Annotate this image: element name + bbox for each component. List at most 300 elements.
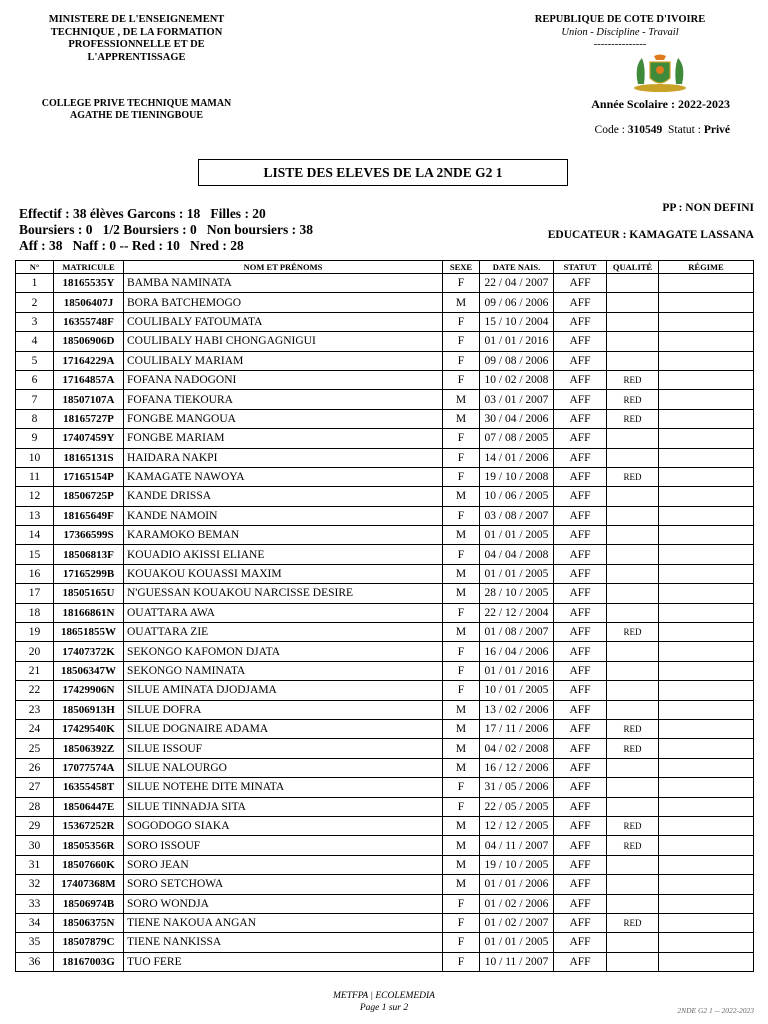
table-row <box>16 293 754 312</box>
quality <box>607 487 659 506</box>
regime <box>659 836 754 855</box>
quality: RED <box>607 816 659 835</box>
matricule: 17164229A <box>54 351 124 370</box>
row-number: 5 <box>16 351 54 370</box>
quality <box>607 855 659 874</box>
sex: M <box>443 739 480 758</box>
quality: RED <box>607 836 659 855</box>
regime <box>659 603 754 622</box>
sex: F <box>443 933 480 952</box>
motto-rule: --------------- <box>593 39 647 50</box>
student-name: TIENE NANKISSA <box>124 933 443 952</box>
row-number: 18 <box>16 603 54 622</box>
status: AFF <box>554 778 607 797</box>
status: AFF <box>554 739 607 758</box>
birth-date: 01 / 02 / 2006 <box>480 894 554 913</box>
matricule: 17407372K <box>54 642 124 661</box>
row-number: 30 <box>16 836 54 855</box>
table-row <box>16 681 754 700</box>
sex: M <box>443 836 480 855</box>
table-row <box>16 370 754 389</box>
sex: M <box>443 816 480 835</box>
matricule: 18506407J <box>54 293 124 312</box>
table-row <box>16 836 754 855</box>
status: AFF <box>554 836 607 855</box>
table-body <box>16 274 754 972</box>
regime <box>659 312 754 331</box>
student-name: SORO JEAN <box>124 855 443 874</box>
quality: RED <box>607 370 659 389</box>
student-name: FONGBE MARIAM <box>124 429 443 448</box>
student-name: KOUAKOU KOUASSI MAXIM <box>124 564 443 583</box>
regime <box>659 875 754 894</box>
status: AFF <box>554 409 607 428</box>
sex: F <box>443 448 480 467</box>
stats-effectif: Effectif : 38 élèves Garcons : 18 Filles : 20 <box>19 206 266 221</box>
status: AFF <box>554 332 607 351</box>
regime <box>659 526 754 545</box>
birth-date: 01 / 02 / 2007 <box>480 913 554 932</box>
matricule: 17429540K <box>54 719 124 738</box>
matricule: 17165299B <box>54 564 124 583</box>
table-row <box>16 409 754 428</box>
table-row <box>16 894 754 913</box>
status: AFF <box>554 584 607 603</box>
stats-aff: Aff : 38 Naff : 0 -- Red : 10 Nred : 28 <box>19 238 244 253</box>
quality <box>607 700 659 719</box>
status: AFF <box>554 642 607 661</box>
student-name: SILUE NALOURGO <box>124 758 443 777</box>
footer-source: METFPA | ECOLEMEDIA <box>332 991 435 1001</box>
birth-date: 22 / 04 / 2007 <box>480 274 554 293</box>
quality: RED <box>607 719 659 738</box>
birth-date: 15 / 10 / 2004 <box>480 312 554 331</box>
footer-class-year: 2NDE G2 1 -- 2022-2023 <box>677 1006 754 1015</box>
status: AFF <box>554 351 607 370</box>
birth-date: 01 / 01 / 2006 <box>480 875 554 894</box>
quality <box>607 952 659 971</box>
quality <box>607 274 659 293</box>
quality <box>607 564 659 583</box>
status: AFF <box>554 274 607 293</box>
table-row <box>16 778 754 797</box>
sex: M <box>443 758 480 777</box>
matricule: 18506906D <box>54 332 124 351</box>
status: AFF <box>554 564 607 583</box>
matricule: 17407368M <box>54 875 124 894</box>
status: AFF <box>554 719 607 738</box>
status: AFF <box>554 526 607 545</box>
status: AFF <box>554 758 607 777</box>
matricule: 18651855W <box>54 623 124 642</box>
row-number: 1 <box>16 274 54 293</box>
matricule: 18505356R <box>54 836 124 855</box>
quality <box>607 603 659 622</box>
table-row <box>16 429 754 448</box>
quality <box>607 778 659 797</box>
quality <box>607 875 659 894</box>
col-header-sexe: SEXE <box>443 261 480 274</box>
matricule: 18506347W <box>54 661 124 680</box>
row-number: 14 <box>16 526 54 545</box>
status: AFF <box>554 506 607 525</box>
table-row <box>16 855 754 874</box>
sex: M <box>443 875 480 894</box>
row-number: 31 <box>16 855 54 874</box>
sex: M <box>443 700 480 719</box>
matricule: 18507879C <box>54 933 124 952</box>
quality: RED <box>607 390 659 409</box>
student-name: SILUE DOFRA <box>124 700 443 719</box>
status: AFF <box>554 293 607 312</box>
matricule: 17366599S <box>54 526 124 545</box>
sex: M <box>443 584 480 603</box>
regime <box>659 487 754 506</box>
regime <box>659 700 754 719</box>
matricule: 18506813F <box>54 545 124 564</box>
row-number: 26 <box>16 758 54 777</box>
row-number: 23 <box>16 700 54 719</box>
row-number: 25 <box>16 739 54 758</box>
student-name: SILUE AMINATA DJODJAMA <box>124 681 443 700</box>
birth-date: 14 / 01 / 2006 <box>480 448 554 467</box>
student-name: SILUE DOGNAIRE ADAMA <box>124 719 443 738</box>
ministry-line: PROFESSIONNELLE ET DE <box>68 39 205 50</box>
sex: M <box>443 719 480 738</box>
table-row <box>16 797 754 816</box>
birth-date: 03 / 08 / 2007 <box>480 506 554 525</box>
row-number: 20 <box>16 642 54 661</box>
status: AFF <box>554 933 607 952</box>
student-name: SORO WONDJA <box>124 894 443 913</box>
matricule: 17077574A <box>54 758 124 777</box>
sex: M <box>443 564 480 583</box>
quality <box>607 332 659 351</box>
status: AFF <box>554 312 607 331</box>
code-value: 310549 <box>627 124 663 136</box>
birth-date: 28 / 10 / 2005 <box>480 584 554 603</box>
ministry-line: TECHNIQUE , DE LA FORMATION <box>50 26 223 38</box>
row-number: 32 <box>16 875 54 894</box>
code-label: Code : <box>594 124 628 136</box>
quality: RED <box>607 913 659 932</box>
table-row <box>16 448 754 467</box>
row-number: 36 <box>16 952 54 971</box>
table-row <box>16 274 754 293</box>
birth-date: 01 / 01 / 2005 <box>480 526 554 545</box>
table-row <box>16 623 754 642</box>
table-row <box>16 351 754 370</box>
row-number: 33 <box>16 894 54 913</box>
regime <box>659 778 754 797</box>
matricule: 17164857A <box>54 370 124 389</box>
student-name: KARAMOKO BEMAN <box>124 526 443 545</box>
row-number: 16 <box>16 564 54 583</box>
student-name: BAMBA NAMINATA <box>124 274 443 293</box>
sex: F <box>443 274 480 293</box>
student-name: SILUE ISSOUF <box>124 739 443 758</box>
status: AFF <box>554 545 607 564</box>
matricule: 18506725P <box>54 487 124 506</box>
regime <box>659 797 754 816</box>
table-row <box>16 758 754 777</box>
student-name: N'GUESSAN KOUAKOU NARCISSE DESIRE <box>124 584 443 603</box>
regime <box>659 293 754 312</box>
sex: F <box>443 603 480 622</box>
matricule: 17429906N <box>54 681 124 700</box>
student-name: BORA BATCHEMOGO <box>124 293 443 312</box>
coat-of-arms-icon <box>632 54 688 94</box>
ministry-line: L'APPRENTISSAGE <box>87 51 186 63</box>
birth-date: 10 / 01 / 2005 <box>480 681 554 700</box>
row-number: 29 <box>16 816 54 835</box>
birth-date: 04 / 04 / 2008 <box>480 545 554 564</box>
college-line: COLLEGE PRIVE TECHNIQUE MAMAN <box>41 98 232 109</box>
sex: F <box>443 467 480 486</box>
birth-date: 19 / 10 / 2008 <box>480 467 554 486</box>
status: AFF <box>554 467 607 486</box>
col-header-nom: NOM ET PRÉNOMS <box>124 261 443 274</box>
student-name: KAMAGATE NAWOYA <box>124 467 443 486</box>
status: AFF <box>554 370 607 389</box>
birth-date: 22 / 12 / 2004 <box>480 603 554 622</box>
status: AFF <box>554 855 607 874</box>
matricule: 18506974B <box>54 894 124 913</box>
matricule: 18165535Y <box>54 274 124 293</box>
status: AFF <box>554 661 607 680</box>
table-row <box>16 603 754 622</box>
quality <box>607 545 659 564</box>
student-name: FOFANA NADOGONI <box>124 370 443 389</box>
row-number: 7 <box>16 390 54 409</box>
birth-date: 09 / 08 / 2006 <box>480 351 554 370</box>
row-number: 35 <box>16 933 54 952</box>
republic-header <box>510 14 730 52</box>
sex: M <box>443 855 480 874</box>
row-number: 27 <box>16 778 54 797</box>
matricule: 16355458T <box>54 778 124 797</box>
matricule: 18506447E <box>54 797 124 816</box>
quality <box>607 584 659 603</box>
quality <box>607 429 659 448</box>
row-number: 34 <box>16 913 54 932</box>
row-number: 22 <box>16 681 54 700</box>
table-row <box>16 584 754 603</box>
col-header-regime: RÉGIME <box>659 261 754 274</box>
sex: F <box>443 952 480 971</box>
regime <box>659 409 754 428</box>
regime <box>659 584 754 603</box>
quality: RED <box>607 623 659 642</box>
quality: RED <box>607 739 659 758</box>
student-name: SILUE NOTEHE DITE MINATA <box>124 778 443 797</box>
quality <box>607 448 659 467</box>
birth-date: 10 / 06 / 2005 <box>480 487 554 506</box>
sex: F <box>443 661 480 680</box>
table-row <box>16 487 754 506</box>
table-row <box>16 739 754 758</box>
sex: F <box>443 778 480 797</box>
table-row <box>16 875 754 894</box>
status-value: Privé <box>703 124 730 136</box>
regime <box>659 332 754 351</box>
birth-date: 31 / 05 / 2006 <box>480 778 554 797</box>
regime <box>659 506 754 525</box>
row-number: 17 <box>16 584 54 603</box>
quality <box>607 293 659 312</box>
row-number: 8 <box>16 409 54 428</box>
row-number: 24 <box>16 719 54 738</box>
row-number: 15 <box>16 545 54 564</box>
row-number: 2 <box>16 293 54 312</box>
student-name: COULIBALY FATOUMATA <box>124 312 443 331</box>
student-name: SEKONGO KAFOMON DJATA <box>124 642 443 661</box>
status: AFF <box>554 390 607 409</box>
birth-date: 16 / 12 / 2006 <box>480 758 554 777</box>
student-table <box>15 260 754 972</box>
sex: F <box>443 429 480 448</box>
quality <box>607 642 659 661</box>
table-row <box>16 816 754 835</box>
regime <box>659 933 754 952</box>
birth-date: 10 / 11 / 2007 <box>480 952 554 971</box>
status: AFF <box>554 603 607 622</box>
status: AFF <box>554 913 607 932</box>
birth-date: 07 / 08 / 2005 <box>480 429 554 448</box>
student-name: KANDE DRISSA <box>124 487 443 506</box>
quality <box>607 797 659 816</box>
regime <box>659 855 754 874</box>
table-row <box>16 545 754 564</box>
table-row <box>16 332 754 351</box>
status: AFF <box>554 952 607 971</box>
status: AFF <box>554 816 607 835</box>
birth-date: 13 / 02 / 2006 <box>480 700 554 719</box>
matricule: 16355748F <box>54 312 124 331</box>
regime <box>659 623 754 642</box>
birth-date: 01 / 01 / 2016 <box>480 332 554 351</box>
student-name: TIENE NAKOUA ANGAN <box>124 913 443 932</box>
sex: F <box>443 332 480 351</box>
student-name: SORO SETCHOWA <box>124 875 443 894</box>
matricule: 18506913H <box>54 700 124 719</box>
sex: M <box>443 293 480 312</box>
birth-date: 30 / 04 / 2006 <box>480 409 554 428</box>
table-row <box>16 719 754 738</box>
birth-date: 17 / 11 / 2006 <box>480 719 554 738</box>
matricule: 18506375N <box>54 913 124 932</box>
quality <box>607 758 659 777</box>
status: AFF <box>554 448 607 467</box>
regime <box>659 758 754 777</box>
sex: F <box>443 642 480 661</box>
quality <box>607 526 659 545</box>
matricule: 18507107A <box>54 390 124 409</box>
ministry-line: MINISTERE DE L'ENSEIGNEMENT <box>48 14 225 25</box>
matricule: 18165649F <box>54 506 124 525</box>
birth-date: 01 / 01 / 2016 <box>480 661 554 680</box>
row-number: 12 <box>16 487 54 506</box>
sex: F <box>443 370 480 389</box>
regime <box>659 274 754 293</box>
birth-date: 12 / 12 / 2005 <box>480 816 554 835</box>
status-label: Statut : <box>668 124 704 136</box>
school-year: Année Scolaire : 2022-2023 <box>591 97 730 111</box>
birth-date: 16 / 04 / 2006 <box>480 642 554 661</box>
status: AFF <box>554 797 607 816</box>
matricule: 18505165U <box>54 584 124 603</box>
table-row <box>16 700 754 719</box>
table-row <box>16 933 754 952</box>
matricule: 18166861N <box>54 603 124 622</box>
student-name: HAIDARA NAKPI <box>124 448 443 467</box>
table-row <box>16 312 754 331</box>
birth-date: 19 / 10 / 2005 <box>480 855 554 874</box>
row-number: 21 <box>16 661 54 680</box>
footer <box>0 990 768 1014</box>
sex: F <box>443 894 480 913</box>
regime <box>659 545 754 564</box>
quality <box>607 506 659 525</box>
table-row <box>16 506 754 525</box>
matricule: 18167003G <box>54 952 124 971</box>
quality: RED <box>607 409 659 428</box>
quality: RED <box>607 467 659 486</box>
birth-date: 01 / 01 / 2005 <box>480 564 554 583</box>
status: AFF <box>554 429 607 448</box>
regime <box>659 351 754 370</box>
status: AFF <box>554 700 607 719</box>
sex: F <box>443 913 480 932</box>
birth-date: 04 / 11 / 2007 <box>480 836 554 855</box>
status: AFF <box>554 875 607 894</box>
row-number: 10 <box>16 448 54 467</box>
regime <box>659 564 754 583</box>
republic-name: REPUBLIQUE DE COTE D'IVOIRE <box>534 14 706 25</box>
table-header-row <box>16 261 754 274</box>
student-name: SILUE TINNADJA SITA <box>124 797 443 816</box>
college-name <box>14 98 259 122</box>
col-header-qualite: QUALITÉ <box>607 261 659 274</box>
row-number: 9 <box>16 429 54 448</box>
regime <box>659 390 754 409</box>
student-name: COULIBALY HABI CHONGAGNIGUI <box>124 332 443 351</box>
row-number: 19 <box>16 623 54 642</box>
table-row <box>16 390 754 409</box>
regime <box>659 913 754 932</box>
regime <box>659 719 754 738</box>
school-code <box>595 124 730 136</box>
table-row <box>16 526 754 545</box>
quality <box>607 933 659 952</box>
table-row <box>16 661 754 680</box>
quality <box>607 661 659 680</box>
pp-label: PP : NON DEFINI <box>662 202 754 214</box>
status: AFF <box>554 623 607 642</box>
col-header-statut: STATUT <box>554 261 607 274</box>
class-stats <box>19 206 313 254</box>
birth-date: 01 / 08 / 2007 <box>480 623 554 642</box>
student-name: FONGBE MANGOUA <box>124 409 443 428</box>
birth-date: 01 / 01 / 2005 <box>480 933 554 952</box>
quality <box>607 312 659 331</box>
document-title: LISTE DES ELEVES DE LA 2NDE G2 1 <box>198 159 568 186</box>
regime <box>659 739 754 758</box>
sex: F <box>443 681 480 700</box>
birth-date: 09 / 06 / 2006 <box>480 293 554 312</box>
sex: F <box>443 351 480 370</box>
republic-motto: Union - Discipline - Travail <box>561 26 679 38</box>
